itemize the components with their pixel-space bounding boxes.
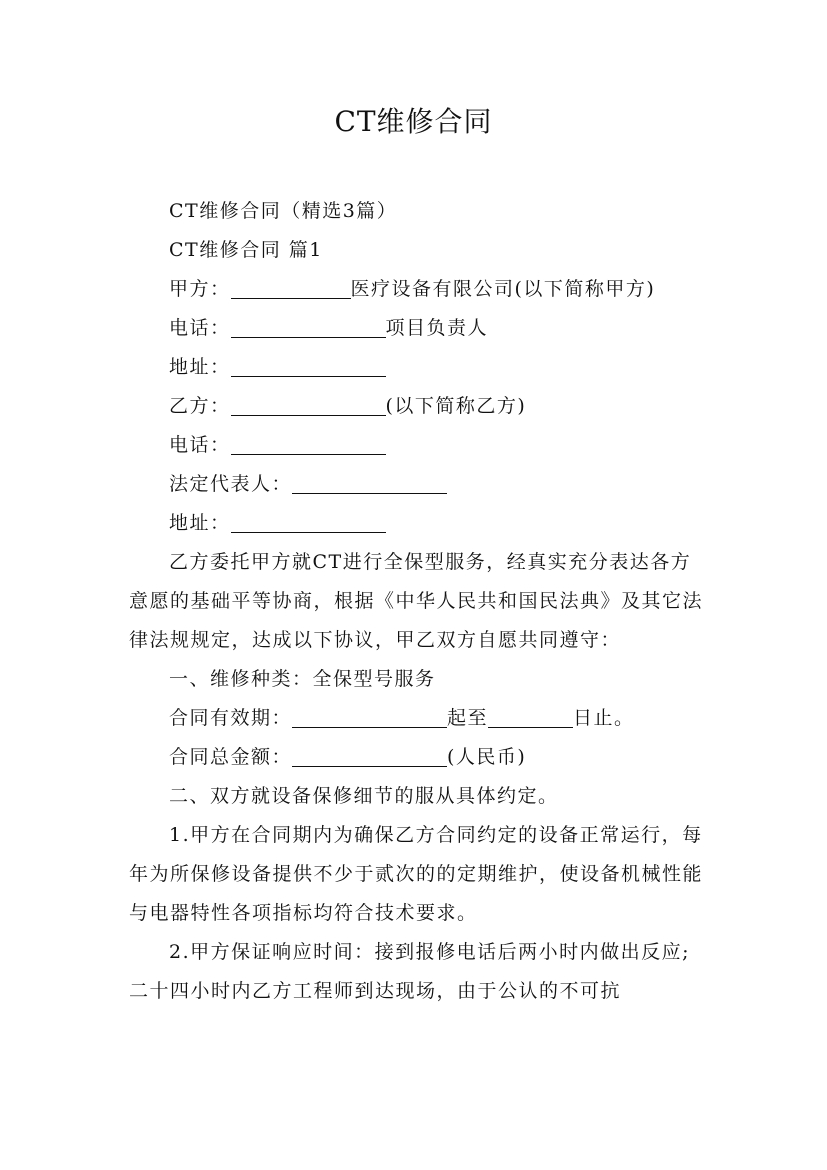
validity-start-blank (292, 705, 447, 728)
party-a-suffix: 医疗设备有限公司(以下简称甲方) (350, 278, 656, 300)
address-b-line (129, 504, 709, 543)
party-b-blank (231, 393, 386, 416)
legal-rep-line (129, 465, 709, 504)
phone-b-line (129, 426, 709, 465)
address-a-blank (231, 354, 386, 377)
party-b-suffix: (以下简称乙方) (385, 395, 527, 417)
validity-end: 日止。 (573, 707, 635, 729)
address-a-line (129, 348, 709, 387)
validity-mid: 起至 (447, 707, 489, 729)
subtitle-line (129, 192, 709, 231)
party-a-label: 甲方： (169, 278, 231, 300)
phone-a-blank (231, 315, 386, 338)
section-heading-line (129, 231, 709, 270)
amount-line (129, 738, 709, 777)
party-a-blank (231, 276, 351, 299)
phone-a-label: 电话： (169, 317, 231, 339)
amount-label: 合同总金额： (169, 746, 293, 768)
validity-end-blank (488, 705, 573, 728)
address-b-blank (231, 510, 386, 533)
phone-b-blank (231, 432, 386, 455)
validity-label: 合同有效期： (169, 707, 293, 729)
address-b-label: 地址： (169, 512, 231, 534)
section-heading-text: CT维修合同 篇1 (169, 239, 323, 261)
document-title: CT维修合同 (334, 105, 493, 138)
party-b-label: 乙方： (169, 395, 231, 417)
intro-paragraph: 乙方委托甲方就CT进行全保型服务，经真实充分表达各方意愿的基础平等协商，根据《中华人民共和国民法典》及其它法律法规规定，达成以下协议，甲乙双方自愿共同遵守： (129, 551, 704, 651)
item-2: 2.甲方保证响应时间：接到报修电话后两小时内做出反应;二十四小时内乙方工程师到达现场，由于公认的不可抗 (129, 941, 691, 1002)
subtitle-text: CT维修合同（精选3篇） (169, 200, 398, 222)
legal-rep-label: 法定代表人： (169, 473, 293, 495)
phone-a-suffix: 项目负责人 (385, 317, 489, 339)
document-body (129, 192, 709, 1011)
clause-1: 一、维修种类：全保型号服务 (169, 668, 436, 690)
validity-line (129, 699, 709, 738)
address-a-label: 地址： (169, 356, 231, 378)
legal-rep-blank (292, 471, 447, 494)
phone-b-label: 电话： (169, 434, 231, 456)
item-1: 1.甲方在合同期内为确保乙方合同约定的设备正常运行，每年为所保修设备提供不少于贰次的的定期维护，使设备机械性能与电器特性各项指标均符合技术要求。 (129, 824, 704, 924)
amount-suffix: (人民币) (447, 746, 527, 768)
party-a-line (129, 270, 709, 309)
phone-a-line (129, 309, 709, 348)
amount-blank (292, 744, 447, 767)
party-b-line (129, 387, 709, 426)
clause-2: 二、双方就设备保修细节的服从具体约定。 (169, 785, 559, 807)
